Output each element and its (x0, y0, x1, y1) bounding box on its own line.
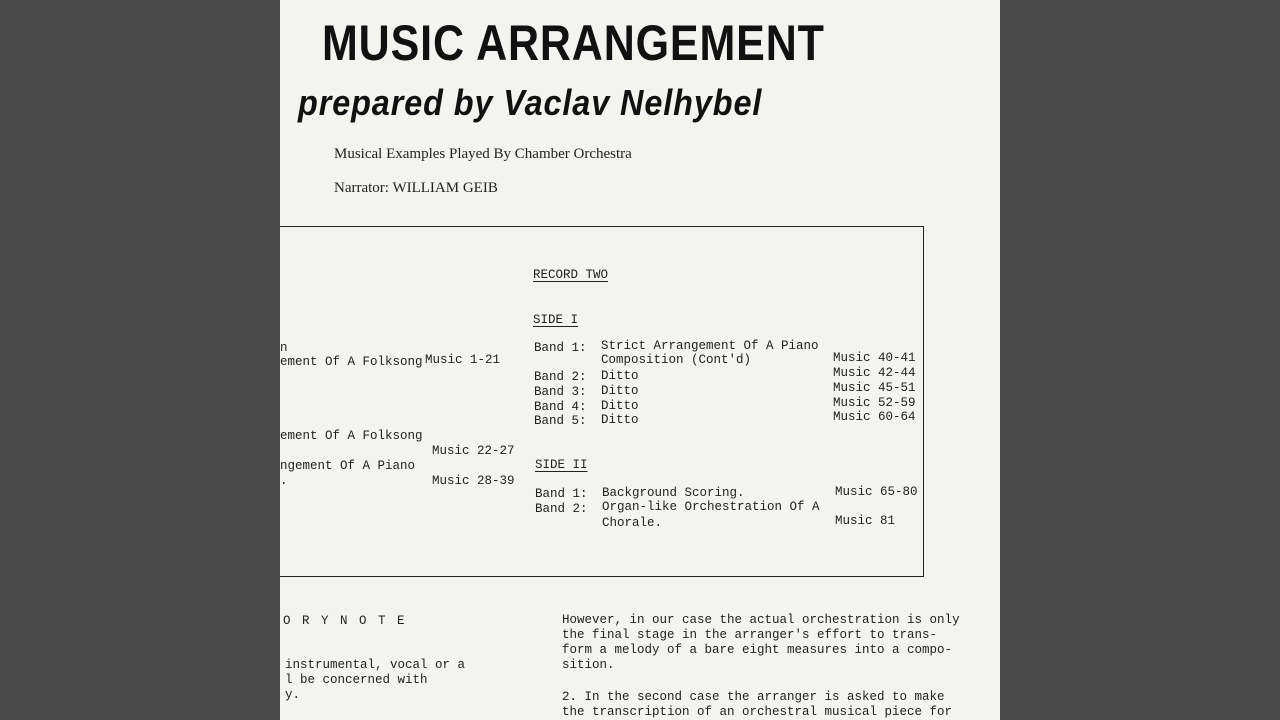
side-two-heading: SIDE II (535, 458, 588, 472)
side1-band1-label: Band 1: (534, 341, 587, 355)
left-line-2: ement Of A Folksong (280, 355, 423, 369)
side1-band4-music: Music 52-59 (833, 396, 916, 410)
side1-band1-title: Strict Arrangement Of A Piano (601, 339, 819, 353)
side1-band5-title: Ditto (601, 413, 639, 427)
side1-band5-label: Band 5: (534, 414, 587, 428)
side1-band4-label: Band 4: (534, 400, 587, 414)
side2-band2-music: Music 81 (835, 514, 896, 528)
side1-band3-label: Band 3: (534, 385, 587, 399)
left-line-3-music: Music 22-27 (432, 444, 515, 458)
left-line-5-music: Music 28-39 (432, 474, 515, 488)
right-letterbox (1000, 0, 1280, 720)
side1-band1-music: Music 40-41 (833, 351, 916, 365)
intro-line-narrator: Narrator: WILLIAM GEIB (334, 180, 498, 196)
side1-band2-music: Music 42-44 (833, 366, 916, 380)
side1-band4-title: Ditto (601, 399, 639, 413)
document-page (280, 0, 1000, 720)
bottom-right-line-1: However, in our case the actual orchestration is only (562, 613, 960, 627)
bottom-right-line-3: form a melody of a bare eight measures into a compo- (562, 643, 953, 657)
side2-band2-title: Organ-like Orchestration Of A (602, 500, 820, 514)
bottom-right-line-5: 2. In the second case the arranger is asked to make (562, 690, 945, 704)
bottom-left-heading: O R Y N O T E (283, 614, 407, 628)
left-line-5: . (280, 474, 288, 488)
side1-band2-label: Band 2: (534, 370, 587, 384)
bottom-right-line-2: the final stage in the arranger's effort to trans- (562, 628, 938, 642)
side2-band1-music: Music 65-80 (835, 485, 918, 499)
side1-band2-title: Ditto (601, 369, 639, 383)
left-line-3: ement Of A Folksong (280, 429, 423, 443)
side1-band3-music: Music 45-51 (833, 381, 916, 395)
side1-band1-title-cont: Composition (Cont'd) (601, 353, 752, 367)
side2-band2-title-cont: Chorale. (602, 516, 663, 530)
side2-band1-title: Background Scoring. (602, 486, 745, 500)
document-subtitle: prepared by Vaclav Nelhybel (298, 82, 763, 123)
left-line-1: n (280, 341, 288, 355)
bottom-left-line-3: y. (285, 688, 301, 702)
bottom-left-line-1: instrumental, vocal or a (285, 658, 466, 672)
side1-band3-title: Ditto (601, 384, 639, 398)
left-line-2-music: Music 1-21 (425, 353, 501, 367)
side-one-heading: SIDE I (533, 313, 579, 327)
intro-line-orchestra: Musical Examples Played By Chamber Orchestra (334, 146, 632, 162)
record-two-heading: RECORD TWO (533, 268, 609, 282)
bottom-right-line-6: the transcription of an orchestral musical piece for (562, 705, 953, 719)
side2-band2-label: Band 2: (535, 502, 588, 516)
left-letterbox (0, 0, 280, 720)
side2-band1-label: Band 1: (535, 487, 588, 501)
bottom-left-line-2: l be concerned with (285, 673, 428, 687)
document-title: MUSIC ARRANGEMENT (322, 15, 825, 71)
side1-band5-music: Music 60-64 (833, 410, 916, 424)
bottom-right-line-4: sition. (562, 658, 615, 672)
left-line-4: ngement Of A Piano (280, 459, 416, 473)
